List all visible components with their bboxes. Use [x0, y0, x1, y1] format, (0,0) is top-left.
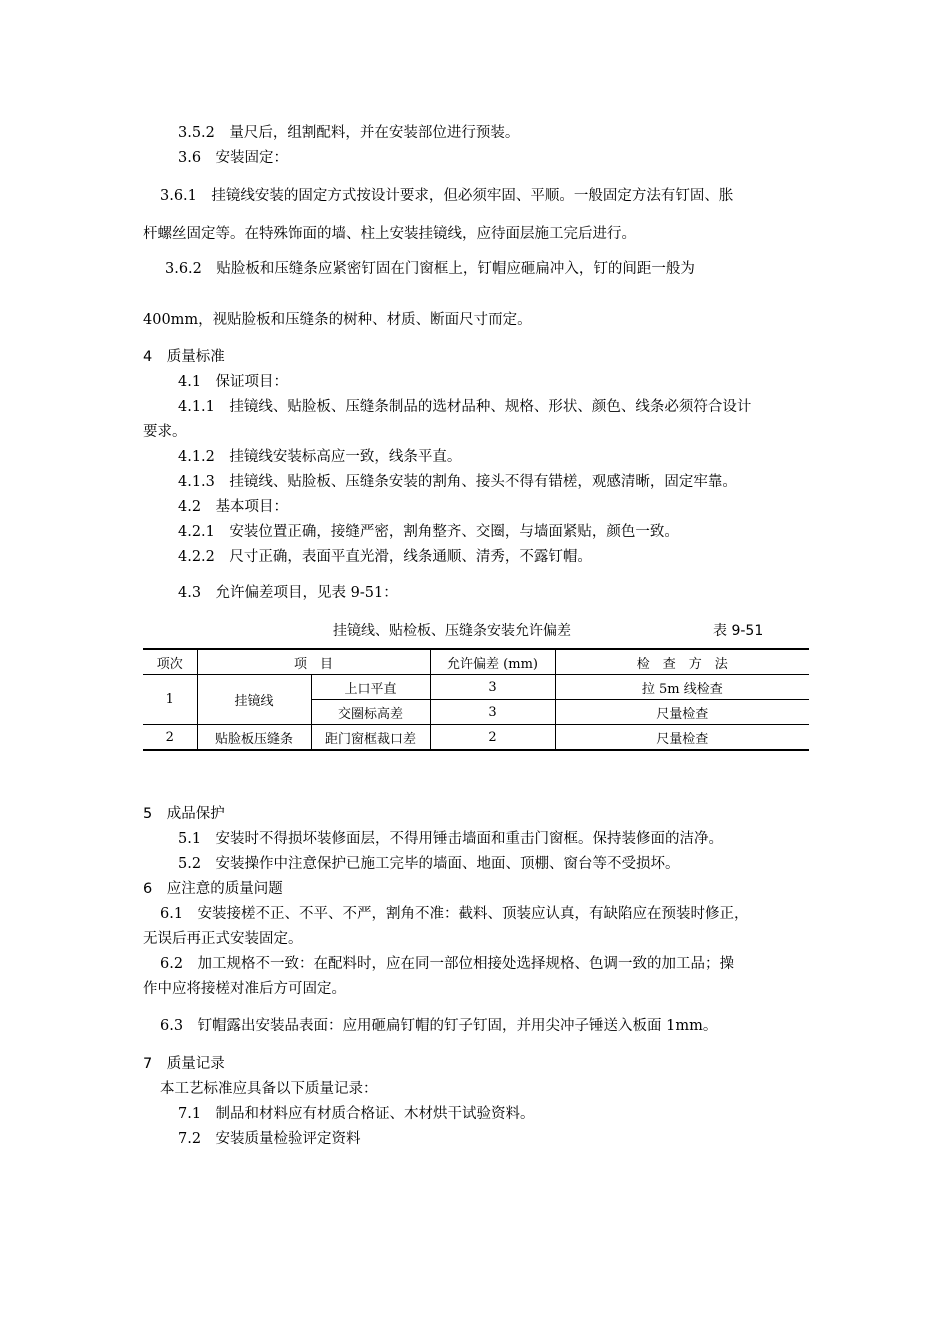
cell-dev: 3 [430, 700, 555, 725]
table-header-row [143, 649, 809, 675]
cell-item: 挂镜线 [197, 675, 311, 725]
cell-method: 尺量检查 [555, 700, 809, 725]
para-4-3: 4.3 允许偏差项目，见表 9-51： [178, 585, 398, 601]
para-4-1-1-line2: 要求。 [143, 424, 187, 440]
header-cell: 检 查 方 法 [555, 649, 809, 675]
para-4-2-2: 4.2.2 尺寸正确，表面平直光滑，线条通顺、清秀，不露钉帽。 [178, 549, 592, 565]
cell-item: 贴脸板压缝条 [197, 725, 311, 751]
header-cell: 项次 [143, 649, 197, 675]
para-6-3: 6.3 钉帽露出安装品表面：应用砸扁钉帽的钉子钉固，并用尖冲子锤送入板面 1mm。 [160, 1018, 718, 1034]
cell-dev: 3 [430, 675, 555, 700]
para-7-intro: 本工艺标准应具备以下质量记录： [160, 1081, 378, 1097]
table-row [143, 675, 809, 700]
para-7-2: 7.2 安装质量检验评定资料 [178, 1131, 361, 1147]
section-5-title: 5 成品保护 [143, 806, 225, 822]
cell-sub: 上口平直 [311, 675, 430, 700]
table-title: 挂镜线、贴检板、压缝条安装允许偏差 [333, 623, 571, 639]
cell-method: 尺量检查 [555, 725, 809, 751]
section-6-title: 6 应注意的质量问题 [143, 881, 283, 897]
cell-method: 拉 5m 线检查 [555, 675, 809, 700]
para-5-2: 5.2 安装操作中注意保护已施工完毕的墙面、地面、顶棚、窗台等不受损坏。 [178, 856, 680, 872]
header-cell: 项 目 [197, 649, 430, 675]
deviation-table [143, 648, 809, 751]
para-3-6-2-line2: 400mm，视贴脸板和压缝条的树种、材质、断面尺寸而定。 [143, 312, 532, 328]
para-5-1: 5.1 安装时不得损坏装修面层，不得用锤击墙面和重击门窗框。保持装修面的洁净。 [178, 831, 724, 847]
para-6-2-line2: 作中应将接槎对准后方可固定。 [143, 981, 346, 997]
cell-no: 2 [143, 725, 197, 751]
heading-4-2: 4.2 基本项目： [178, 499, 289, 515]
para-3-6-1-line2: 杆螺丝固定等。在特殊饰面的墙、柱上安装挂镜线，应待面层施工完后进行。 [143, 226, 636, 242]
cell-dev: 2 [430, 725, 555, 751]
para-3-5-2: 3.5.2 量尺后，组割配料，并在安装部位进行预装。 [178, 125, 520, 141]
header-cell: 允许偏差 (mm) [430, 649, 555, 675]
cell-no: 1 [143, 675, 197, 725]
para-3-6-1-line1: 3.6.1 挂镜线安装的固定方式按设计要求，但必须牢固、平顺。一般固定方法有钉固、胀 [160, 188, 734, 204]
heading-3-6: 3.6 安装固定： [178, 150, 289, 166]
para-4-1-1-line1: 4.1.1 挂镜线、贴脸板、压缝条制品的选材品种、规格、形状、颜色、线条必须符合设计 [178, 399, 752, 415]
cell-sub: 距门窗框裁口差 [311, 725, 430, 751]
cell-sub: 交圈标高差 [311, 700, 430, 725]
para-4-1-2: 4.1.2 挂镜线安装标高应一致，线条平直。 [178, 449, 462, 465]
section-7-title: 7 质量记录 [143, 1056, 225, 1072]
para-6-1-line1: 6.1 安装接槎不正、不平、不严，割角不准：截料、顶装应认真，有缺陷应在预装时修正， [160, 906, 749, 922]
para-6-2-line1: 6.2 加工规格不一致：在配料时，应在同一部位相接处选择规格、色调一致的加工品；操 [160, 956, 735, 972]
para-4-1-3: 4.1.3 挂镜线、贴脸板、压缝条安装的割角、接头不得有错槎，观感清晰，固定牢靠。 [178, 474, 737, 490]
para-3-6-2-line1: 3.6.2 贴脸板和压缝条应紧密钉固在门窗框上，钉帽应砸扁冲入，钉的间距一般为 [165, 261, 695, 277]
section-4-title: 4 质量标准 [143, 349, 225, 365]
para-6-1-line2: 无误后再正式安装固定。 [143, 931, 303, 947]
heading-4-1: 4.1 保证项目： [178, 374, 289, 390]
para-7-1: 7.1 制品和材料应有材质合格证、木材烘干试验资料。 [178, 1106, 535, 1122]
table-number: 表 9-51 [713, 623, 764, 639]
table-row [143, 725, 809, 751]
para-4-2-1: 4.2.1 安装位置正确，接缝严密，割角整齐、交圈，与墙面紧贴，颜色一致。 [178, 524, 679, 540]
